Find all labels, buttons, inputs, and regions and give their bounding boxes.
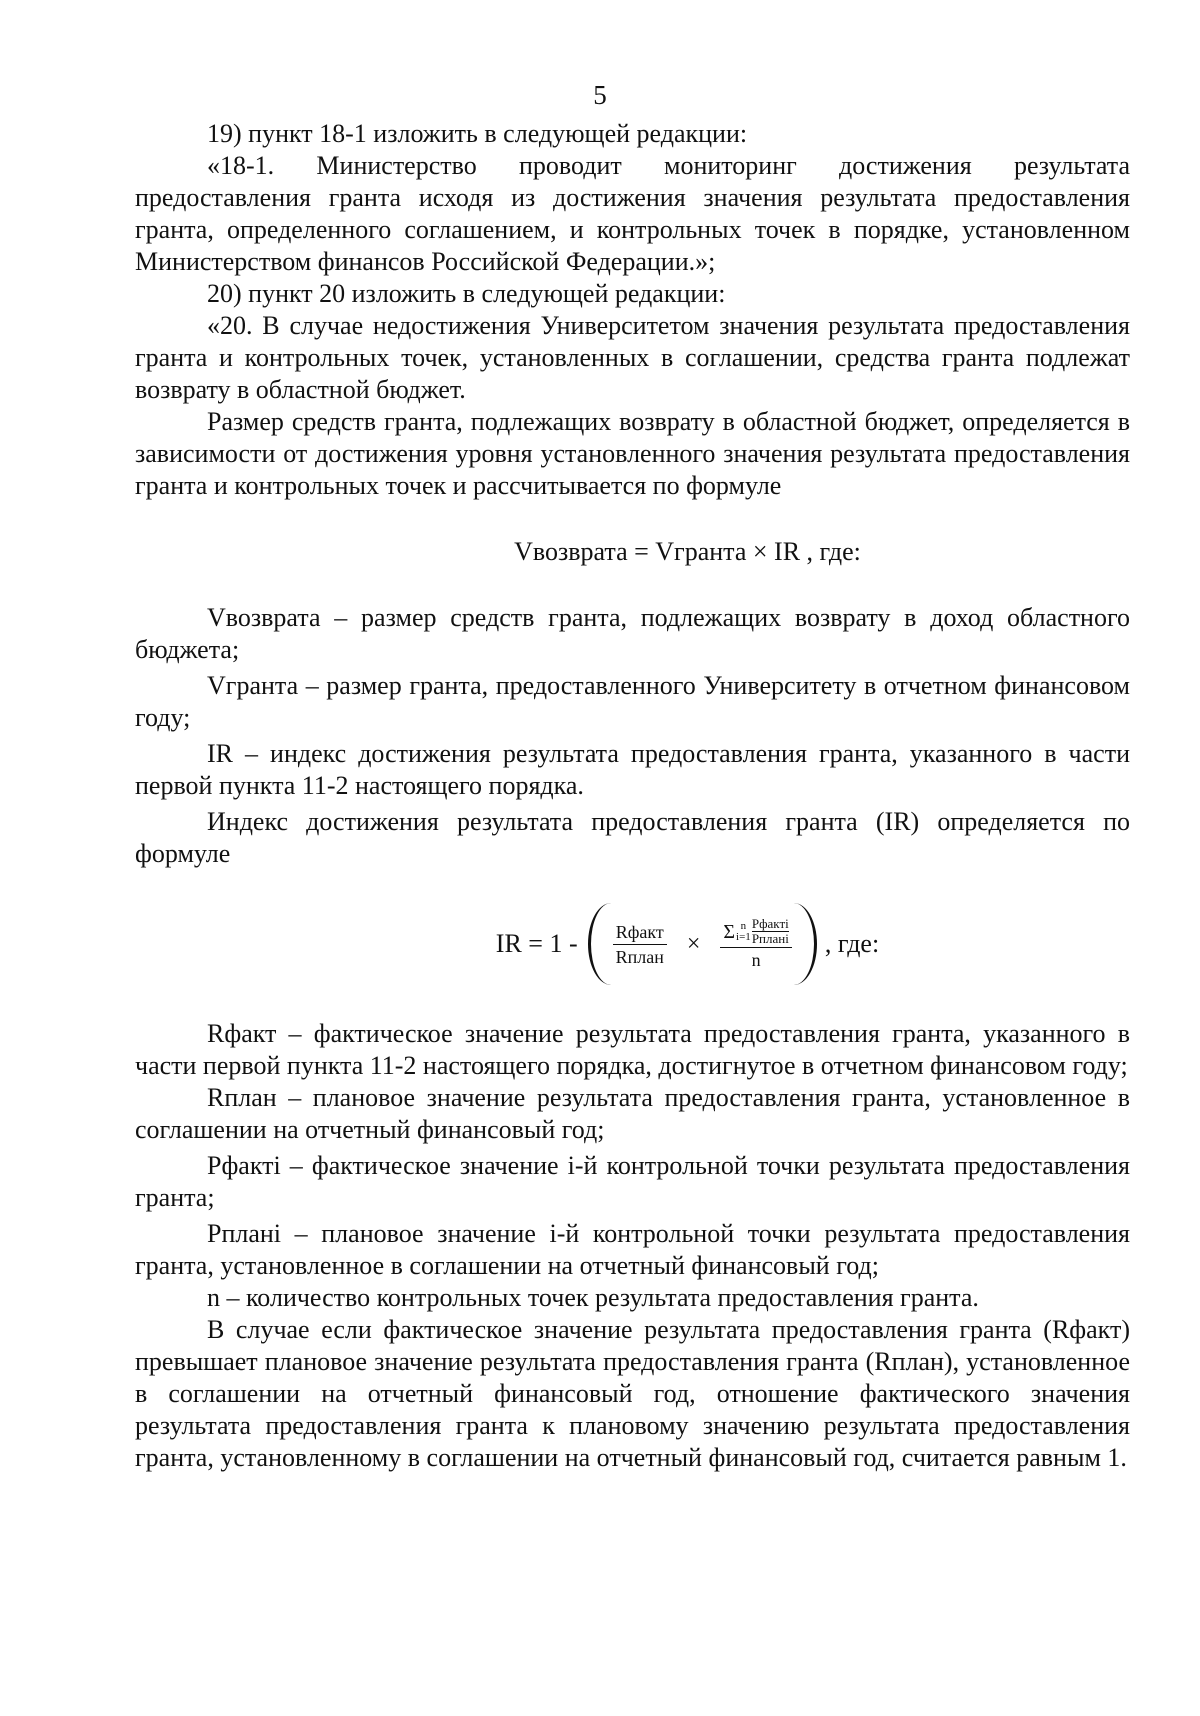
definition-pfact-i: Рфактi – фактическое значение i-й контрольной точки результата предоставления гранта; <box>135 1151 1130 1212</box>
paragraph-return-size: Размер средств гранта, подлежащих возврату в областной бюджет, определяется в зависимости от достижения уровня установленного значения результата предоставления гранта и контрольных точек и рассчитывается по формуле <box>135 407 1130 500</box>
definition-v-return: Vвозврата – размер средств гранта, подлежащих возврату в доход областного бюджета; <box>135 603 1130 664</box>
page-number: 5 <box>593 80 607 110</box>
ir-formula-lhs: IR = 1 - <box>495 929 578 958</box>
checkpoint-ratio <box>752 917 789 946</box>
paragraph-amend-19: 19) пункт 18-1 изложить в следующей редакции: <box>207 119 748 148</box>
ir-formula-parentheses <box>588 903 817 985</box>
checkpoint-count-n: n <box>751 950 761 970</box>
fraction-numerator-rfact: Rфакт <box>615 921 664 942</box>
paragraph-ir-intro: Индекс достижения результата предоставления гранта (IR) определяется по формуле <box>135 807 1130 868</box>
definition-n: n – количество контрольных точек результата предоставления гранта. <box>207 1283 979 1312</box>
multiply-sign: × <box>686 931 701 957</box>
fact-plan-fraction <box>613 921 667 968</box>
paragraph-amend-20: 20) пункт 20 изложить в следующей редакции: <box>207 279 726 308</box>
paragraph-exceeds-plan: В случае если фактическое значение результата предоставления гранта (Rфакт) превышает плановое значение результата предоставления гранта (Rплан), установленное в соглашении на отчетный финансовый год, отношение фактического значения результата предоставления гранта к плановому значению результата предоставления гранта, установленному в соглашении на отчетный финансовый год, считается равным 1. <box>135 1315 1130 1472</box>
definition-ir: IR – индекс достижения результата предоставления гранта, указанного в части первой пункта 11-2 настоящего порядка. <box>135 739 1130 800</box>
return-amount-formula: Vвозврата = Vгранта × IR , где: <box>514 537 861 566</box>
checkpoint-sum-fraction <box>720 917 791 971</box>
ir-formula-tail: , где: <box>824 929 880 958</box>
definition-v-grant: Vгранта – размер гранта, предоставленного Университету в отчетном финансовом году; <box>135 671 1130 732</box>
sum-upper-limit: n <box>740 919 747 932</box>
checkpoint-plan: Рпланi <box>751 931 789 946</box>
fraction-bar <box>720 947 791 948</box>
definition-rfact: Rфакт – фактическое значение результата предоставления гранта, указанного в части первой пункта 11-2 настоящего порядка, достигнутое в отчетном финансовом году; <box>135 1019 1130 1080</box>
fraction-denominator-rplan: Rплан <box>615 946 664 967</box>
fraction-bar <box>613 944 667 945</box>
ir-formula <box>135 898 1130 990</box>
sum-limits <box>736 921 751 943</box>
checkpoint-fact: Рфактi <box>751 916 789 931</box>
paragraph-item-18-1: «18-1. Министерство проводит мониторинг достижения результата предоставления гранта исходя из достижения значения результата предоставления гранта, определенного соглашением, и контрольных точек в порядке, установленном Министерством финансов Российской Федерации.»; <box>135 151 1130 276</box>
sigma-symbol: Σ <box>723 920 736 943</box>
sum-lower-limit: i=1 <box>736 930 751 943</box>
definition-pplan-i: Рпланi – плановое значение i-й контрольной точки результата предоставления гранта, установленное в соглашении на отчетный финансовый год; <box>135 1219 1130 1280</box>
paragraph-item-20: «20. В случае недостижения Университетом значения результата предоставления гранта и контрольных точек, установленных в соглашении, средства гранта подлежат возврату в областной бюджет. <box>135 311 1130 404</box>
sum-expression <box>720 917 791 946</box>
document-body <box>135 118 1130 1474</box>
definition-rplan: Rплан – плановое значение результата предоставления гранта, установленное в соглашении на отчетный финансовый год; <box>135 1083 1130 1144</box>
